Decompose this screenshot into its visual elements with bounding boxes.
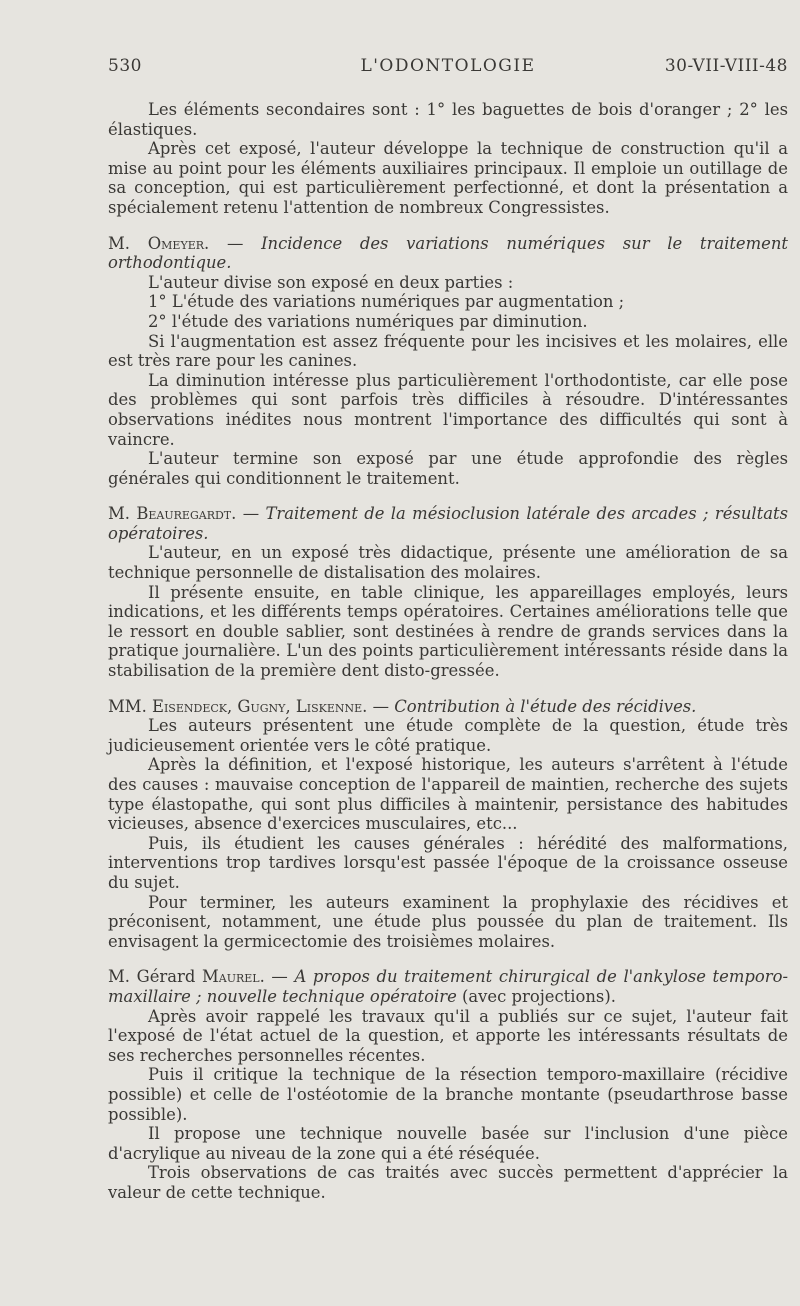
entry-title: Contribution à l'étude des récidives. [394,696,697,716]
journal-title: L'ODONTOLOGIE [360,56,536,76]
paragraph: Il présente ensuite, en table clinique, les appareillages employés, leurs indications, et les différents temps opératoires. Certaines améliorations telle que le ressort en double sablier, sont destinées à rendre de grands services dans la pratique journalière. L'un des points particulièrement intéressants réside dans la stabilisation de la première dent disto-gressée. [108,582,788,681]
paragraph: Après cet exposé, l'auteur développe la technique de construction qu'il a mise au point pour les éléments auxiliaires principaux. Il emploie un outillage de sa conception, qui est particulièrement perfectionné, et dont la présentation a spécialement retenu l'attention de nombreux Congressistes. [108,139,788,217]
paragraph: Pour terminer, les auteurs examinent la prophylaxie des récidives et préconisent, notamment, une étude plus poussée du plan de traitement. Ils envisagent la germicectomie des troisièmes molaires. [108,892,788,951]
entry-title-suffix: (avec projections). [456,986,616,1006]
entry-prefix: M. Gérard [108,967,202,987]
paragraph: L'auteur termine son exposé par une étude approfondie des règles générales qui conditionnent le traitement. [108,449,788,488]
paragraph: 1° L'étude des variations numériques par augmentation ; [148,292,625,312]
entry-dash: . — [204,233,262,253]
entry-heading [108,234,788,273]
body-text [108,100,788,1202]
paragraph: Après la définition, et l'exposé historique, les auteurs s'arrêtent à l'étude des causes : mauvaise conception de l'appareil de maintien, recherche des sujets type élastopathe, qui sont plus difficiles à maintenir, persistance des habitudes vicieuses, absence d'exercices musculaires, etc... [108,755,788,834]
entry-prefix: MM. [108,696,152,716]
paragraph: Trois observations de cas traités avec succès permettent d'apprécier la valeur de cette technique. [108,1163,788,1202]
paragraph: Il propose une technique nouvelle basée sur l'inclusion d'une pièce d'acrylique au niveau de la zone qui a été réséquée. [108,1124,788,1163]
entry-author: Maurel [201,967,260,987]
paragraph: Les éléments secondaires sont : 1° les baguettes de bois d'oranger ; 2° les élastiques. [108,100,788,139]
entry-author: Eisendeck, Gugny, Liskenne [152,696,363,716]
paragraph: L'auteur divise son exposé en deux parties : [148,272,514,292]
entry-title: A propos du traitement chirurgical de l'ankylose temporo-maxillaire ; nouvelle technique opératoire [108,967,788,1006]
entry-author: Beauregardt [136,504,232,524]
entry-heading [108,504,788,543]
paragraph: L'auteur, en un exposé très didactique, présente une amélioration de sa technique personnelle de distalisation des molaires. [108,543,788,583]
entry-dash: . — [362,696,395,716]
paragraph: Puis, ils étudient les causes générales : hérédité des malformations, interventions trop tardives lorsqu'est passée l'époque de la croissance osseuse du sujet. [108,833,788,892]
entry-heading [108,967,788,1006]
paragraph: La diminution intéresse plus particulièrement l'orthodontiste, car elle pose des problèmes qui sont parfois très difficiles à résoudre. D'intéressantes observations inédites nous montrent l'importance des difficultés qui sont à vaincre. [108,370,788,449]
entry-author: Omeyer [147,233,205,253]
entry-heading [108,697,788,717]
paragraph: 2° l'étude des variations numériques par diminution. [148,311,588,331]
entry-dash: . — [231,504,266,524]
entry-dash: . — [259,967,295,987]
entry-title: Incidence des variations numériques sur le traitement orthodontique. [108,233,789,273]
entry-title: Traitement de la mésioclusion latérale des arcades ; résultats opératoires. [108,504,789,543]
paragraph: Puis il critique la technique de la résection temporo-maxillaire (récidive possible) et celle de l'ostéotomie de la branche montante (pseudarthrose basse possible). [108,1065,788,1124]
issue-date: 30-VII-VIII-48 [664,56,788,76]
entry-prefix: M. [108,233,148,253]
paragraph: Après avoir rappelé les travaux qu'il a publiés sur ce sujet, l'auteur fait l'exposé de l'état actuel de la question, et apporte les intéressants résultats de ses recherches personnelles récentes. [108,1006,788,1065]
paragraph: Les auteurs présentent une étude complète de la question, étude très judicieusement orientée vers le côté pratique. [108,716,788,755]
entry-prefix: M. [108,504,137,524]
paragraph: Si l'augmentation est assez fréquente pour les incisives et les molaires, elle est très rare pour les canines. [108,331,788,371]
page-number: 530 [108,56,142,76]
